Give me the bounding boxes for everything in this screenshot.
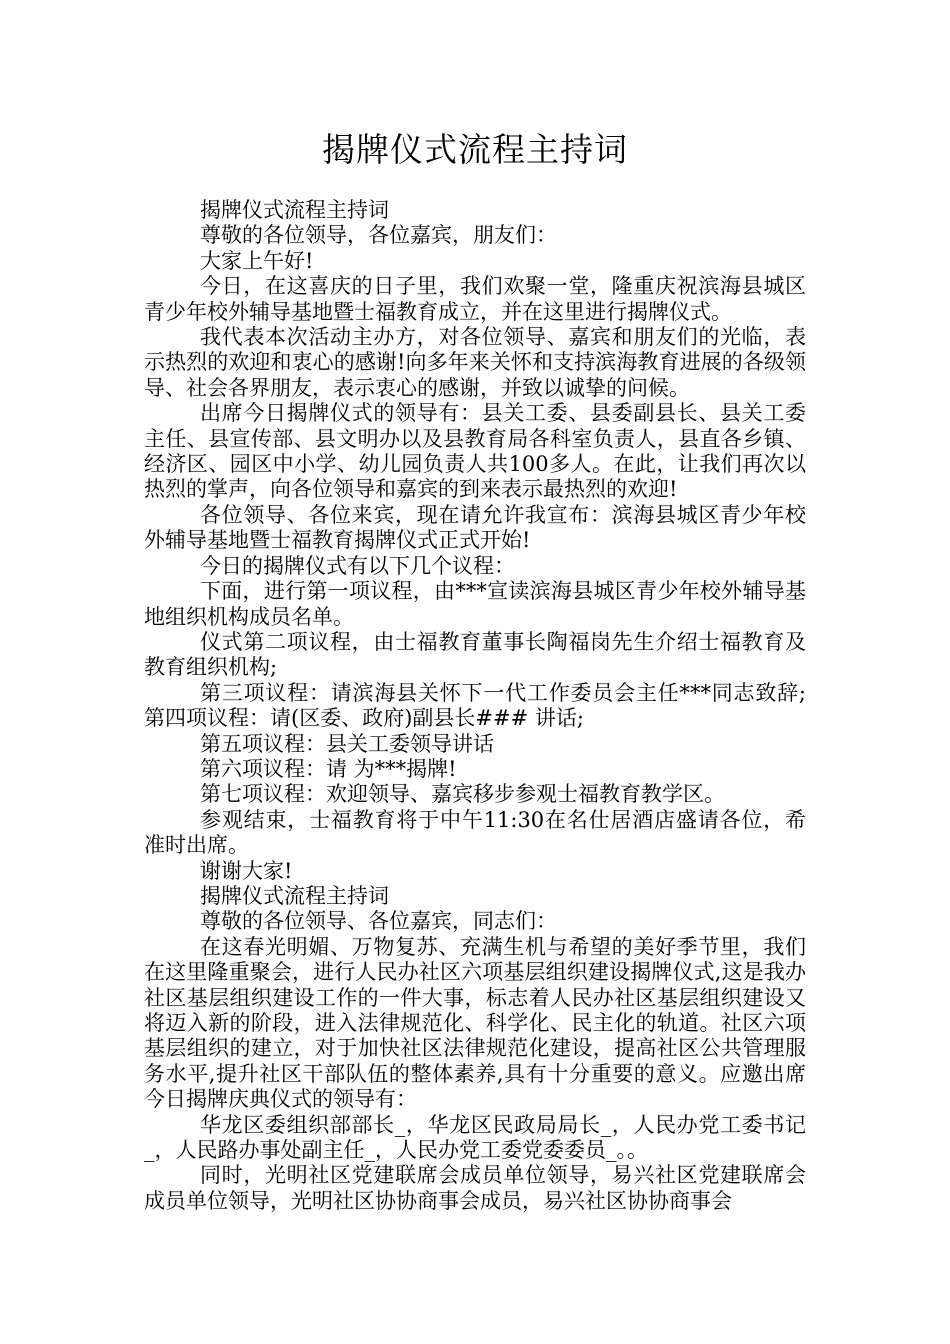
paragraph-17: 揭牌仪式流程主持词 (200, 883, 389, 908)
paragraph-19: 在这春光明媚、万物复苏、充满生机与希望的美好季节里，我们在这里隆重聚会，进行人民办社区六项基层组织建设揭牌仪式,这是我办社区基层组织建设工作的一件大事，标志着人民办社区基层组织建设又将迈入新的阶段，进入法律规范化、科学化、民主化的轨道。社区六项基层组织的建立，对于加快社区法律规范化建设，提高社区公共管理服务水平,提升社区干部队伍的整体素养,具有十分重要的意义。应邀出席今日揭牌庆典仪式的领导有： (144, 934, 806, 1112)
paragraph-20: 华龙区委组织部部长_，华龙区民政局局长_，人民办党工委书记_，人民路办事处副主任_，人民办党工委党委委员_。。 (144, 1112, 806, 1163)
paragraph-1: 揭牌仪式流程主持词 (200, 198, 389, 222)
document-body (144, 198, 806, 1214)
paragraph-3: 大家上午好! (200, 248, 314, 273)
paragraph-7: 各位领导、各位来宾，现在请允许我宣布：滨海县城区青少年校外辅导基地暨士福教育揭牌仪式正式开始! (144, 502, 806, 553)
paragraph-18: 尊敬的各位领导、各位嘉宾，同志们： (200, 909, 557, 934)
paragraph-5: 我代表本次活动主办方，对各位领导、嘉宾和朋友们的光临，表示热烈的欢迎和衷心的感谢!向多年来关怀和支持滨海教育进展的各级领导、社会各界朋友，表示衷心的感谢，并致以诚挚的问候。 (144, 325, 806, 400)
paragraph-10: 仪式第二项议程，由士福教育董事长陶福岗先生介绍士福教育及教育组织机构; (144, 629, 806, 680)
paragraph-13: 第六项议程：请 为***揭牌! (200, 756, 457, 781)
document-title: 揭牌仪式流程主持词 (322, 130, 628, 169)
paragraph-4: 今日，在这喜庆的日子里，我们欢聚一堂，隆重庆祝滨海县城区青少年校外辅导基地暨士福教育成立，并在这里进行揭牌仪式。 (144, 274, 806, 324)
paragraph-21: 同时，光明社区党建联席会成员单位领导，易兴社区党建联席会成员单位领导，光明社区协协商事会成员，易兴社区协协商事会 (144, 1163, 806, 1213)
paragraph-9: 下面，进行第一项议程，由***宣读滨海县城区青少年校外辅导基地组织机构成员名单。 (144, 579, 806, 629)
paragraph-2: 尊敬的各位领导，各位嘉宾，朋友们： (200, 223, 557, 248)
paragraph-16: 谢谢大家! (200, 858, 293, 883)
paragraph-8: 今日的揭牌仪式有以下几个议程： (200, 553, 515, 578)
paragraph-11: 第三项议程：请滨海县关怀下一代工作委员会主任***同志致辞; 第四项议程：请(区委、政府)副县长### 讲话; (144, 680, 806, 731)
paragraph-6: 出席今日揭牌仪式的领导有：县关工委、县委副县长、县关工委主任、县宣传部、县文明办以及县教育局各科室负责人，县直各乡镇、经济区、园区中小学、幼儿园负责人共100多人。在此，让我们再次以热烈的掌声，向各位领导和嘉宾的到来表示最热烈的欢迎! (144, 401, 806, 502)
paragraph-14: 第七项议程：欢迎领导、嘉宾移步参观士福教育教学区。 (200, 782, 725, 807)
paragraph-12: 第五项议程：县关工委领导讲话 (200, 731, 494, 756)
paragraph-15: 参观结束，士福教育将于中午11:30在名仕居酒店盛请各位，希准时出席。 (144, 807, 806, 858)
